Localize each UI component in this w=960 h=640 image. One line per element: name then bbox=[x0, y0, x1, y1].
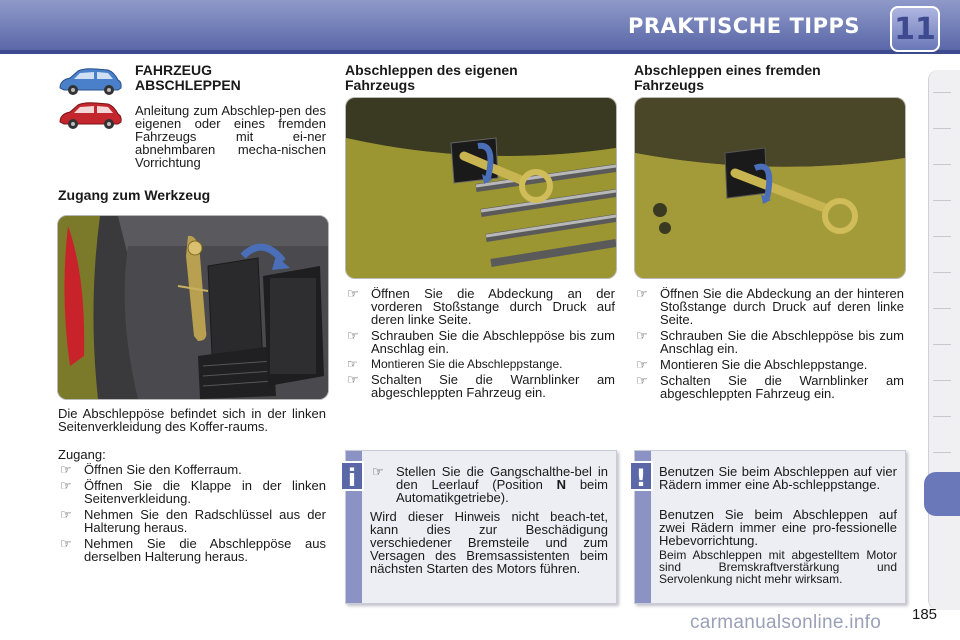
list-item: ☞ Schrauben Sie die Abschleppöse bis zum Anschlag ein. bbox=[347, 328, 615, 356]
pointing-hand-icon: ☞ bbox=[60, 462, 72, 477]
page-number: 185 bbox=[912, 606, 938, 623]
list-item: ☞ Montieren Sie die Abschleppstange. bbox=[636, 357, 868, 372]
info-box bbox=[345, 450, 617, 604]
pointing-hand-icon: ☞ bbox=[372, 464, 384, 479]
own-vehicle-title: Abschleppen des eigenen Fahrzeugs bbox=[345, 62, 518, 93]
tool-access-description: Die Abschleppöse befindet sich in der linken Seitenverkleidung des Koffer-raums. bbox=[58, 406, 326, 434]
chapter-index-strip bbox=[928, 70, 960, 610]
blue-car-icon bbox=[56, 66, 124, 98]
pointing-hand-icon: ☞ bbox=[60, 478, 72, 493]
warning-paragraph-2: Benutzen Sie beim Abschleppen auf zwei Rädern immer eine pro-fessionelle Hebevorrichtung. bbox=[659, 507, 897, 548]
pointing-hand-icon: ☞ bbox=[636, 357, 648, 372]
info-box-bullet bbox=[370, 465, 608, 507]
warning-paragraph-1: Benutzen Sie beim Abschleppen auf vier Rädern immer eine Ab-schleppstange. bbox=[659, 464, 897, 492]
list-item: ☞ Öffnen Sie die Abdeckung an der vorderen Stoßstange durch Druck auf deren linke Seite. bbox=[347, 286, 615, 327]
red-car-icon bbox=[56, 100, 124, 132]
list-item: ☞ Öffnen Sie die Klappe in der linken Seitenverkleidung. bbox=[60, 478, 326, 506]
list-item: ☞ Öffnen Sie den Kofferraum. bbox=[60, 462, 242, 477]
list-item: ☞ Schalten Sie die Warnblinker am abgeschleppten Fahrzeug ein. bbox=[347, 372, 615, 400]
chapter-index-active-tab[interactable] bbox=[924, 472, 960, 516]
rear-bumper-photo bbox=[634, 97, 906, 279]
list-item: ☞ Öffnen Sie die Abdeckung an der hinteren Stoßstange durch Druck auf deren linke Seite. bbox=[636, 286, 904, 327]
pointing-hand-icon: ☞ bbox=[347, 357, 358, 371]
pointing-hand-icon: ☞ bbox=[636, 373, 648, 388]
pointing-hand-icon: ☞ bbox=[347, 372, 359, 387]
list-item: ☞ Schalten Sie die Warnblinker am abgeschleppten Fahrzeug ein. bbox=[636, 373, 904, 401]
pointing-hand-icon: ☞ bbox=[636, 328, 648, 343]
chapter-badge bbox=[890, 6, 940, 52]
page-section-title: PRAKTISCHE TIPPS bbox=[627, 14, 860, 38]
tool-access-steps bbox=[58, 463, 326, 566]
other-vehicle-steps bbox=[634, 287, 904, 403]
pointing-hand-icon: ☞ bbox=[347, 328, 359, 343]
intro-title: FAHRZEUG ABSCHLEPPEN bbox=[135, 62, 241, 93]
list-item: ☞ Montieren Sie die Abschleppstange. bbox=[347, 357, 563, 371]
pointing-hand-icon: ☞ bbox=[60, 536, 72, 551]
tool-access-label: Zugang: bbox=[58, 447, 106, 462]
warning-icon: ! bbox=[629, 461, 653, 491]
own-vehicle-steps bbox=[345, 287, 615, 402]
list-item: ☞ Nehmen Sie die Abschleppöse aus derselben Halterung heraus. bbox=[60, 536, 326, 564]
trunk-photo bbox=[57, 215, 329, 400]
warning-box bbox=[634, 450, 906, 604]
chapter-number: 11 bbox=[894, 12, 936, 47]
pointing-hand-icon: ☞ bbox=[60, 507, 72, 522]
intro-text: Anleitung zum Abschlep-pen des eigenen oder eines fremden Fahrzeugs mit ei-ner abnehmbaren mecha-nischen Vorrichtung bbox=[135, 103, 326, 170]
other-vehicle-title: Abschleppen eines fremden Fahrzeugs bbox=[634, 62, 821, 93]
pointing-hand-icon: ☞ bbox=[636, 286, 648, 301]
info-icon: i bbox=[340, 461, 364, 491]
list-item: ☞ Stellen Sie die Gangschalthe-bel in den Leerlauf (Position N beim Automatikgetriebe). bbox=[372, 464, 608, 505]
list-item: ☞ Schrauben Sie die Abschleppöse bis zum Anschlag ein. bbox=[636, 328, 904, 356]
pointing-hand-icon: ☞ bbox=[347, 286, 359, 301]
info-box-note: Wird dieser Hinweis nicht beach-tet, kann dies zur Beschädigung verschiedener Bremsteile und zum Versagen des Bremsassistenten beim nächsten Starten des Motors führen. bbox=[370, 509, 608, 576]
list-item: ☞ Nehmen Sie den Radschlüssel aus der Halterung heraus. bbox=[60, 507, 326, 535]
header-underline bbox=[0, 50, 960, 54]
tool-access-title: Zugang zum Werkzeug bbox=[58, 187, 211, 203]
warning-paragraph-3: Beim Abschleppen mit abgestelltem Motor sind Bremskraftverstärkung und Servolenkung nicht mehr wirksam. bbox=[659, 548, 897, 586]
watermark: carmanualsonline.info bbox=[690, 612, 882, 633]
front-bumper-photo bbox=[345, 97, 617, 279]
